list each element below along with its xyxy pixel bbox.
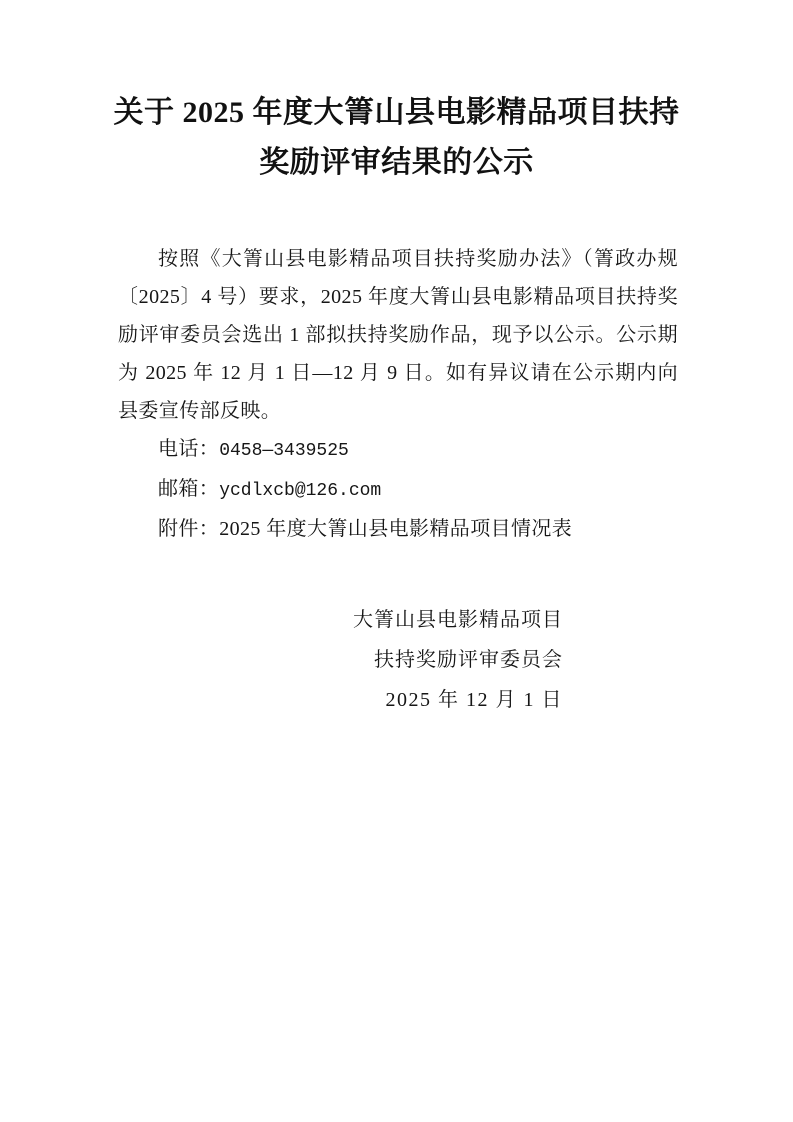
contact-phone-value: 0458—3439525: [219, 441, 349, 461]
signature-org-line-1: 大箐山县电影精品项目: [353, 609, 563, 631]
document-body: [0, 240, 793, 720]
attachment-line: [118, 510, 678, 548]
page-title-line-1: 关于 2025 年度大箐山县电影精品项目扶持: [113, 96, 680, 129]
signature-date: 2025 年 12 月 1 日: [385, 689, 563, 711]
signature-org-line-2: 扶持奖励评审委员会: [374, 649, 563, 671]
contact-email-line: [118, 470, 678, 510]
signature-block: [118, 600, 678, 720]
contact-phone-label: 电话：: [158, 438, 220, 460]
attachment-label: 附件：: [158, 518, 220, 540]
contact-phone-line: [118, 430, 678, 470]
attachment-value: 2025 年度大箐山县电影精品项目情况表: [219, 518, 573, 540]
body-paragraph: 按照《大箐山县电影精品项目扶持奖励办法》（箐政办规〔2025〕4 号）要求，2025 年度大箐山县电影精品项目扶持奖励评审委员会选出 1 部拟扶持奖励作品，现予以公示。公示期为 2025 年 12 月 1 日—12 月 9 日。如有异议请在公示期内向县委宣传部反映。: [118, 248, 678, 422]
page-title-line-2: 奖励评审结果的公示: [259, 146, 534, 179]
contact-email-value: ycdlxcb@126.com: [219, 481, 382, 501]
contact-email-label: 邮箱：: [158, 478, 220, 500]
page-title: [0, 0, 793, 188]
